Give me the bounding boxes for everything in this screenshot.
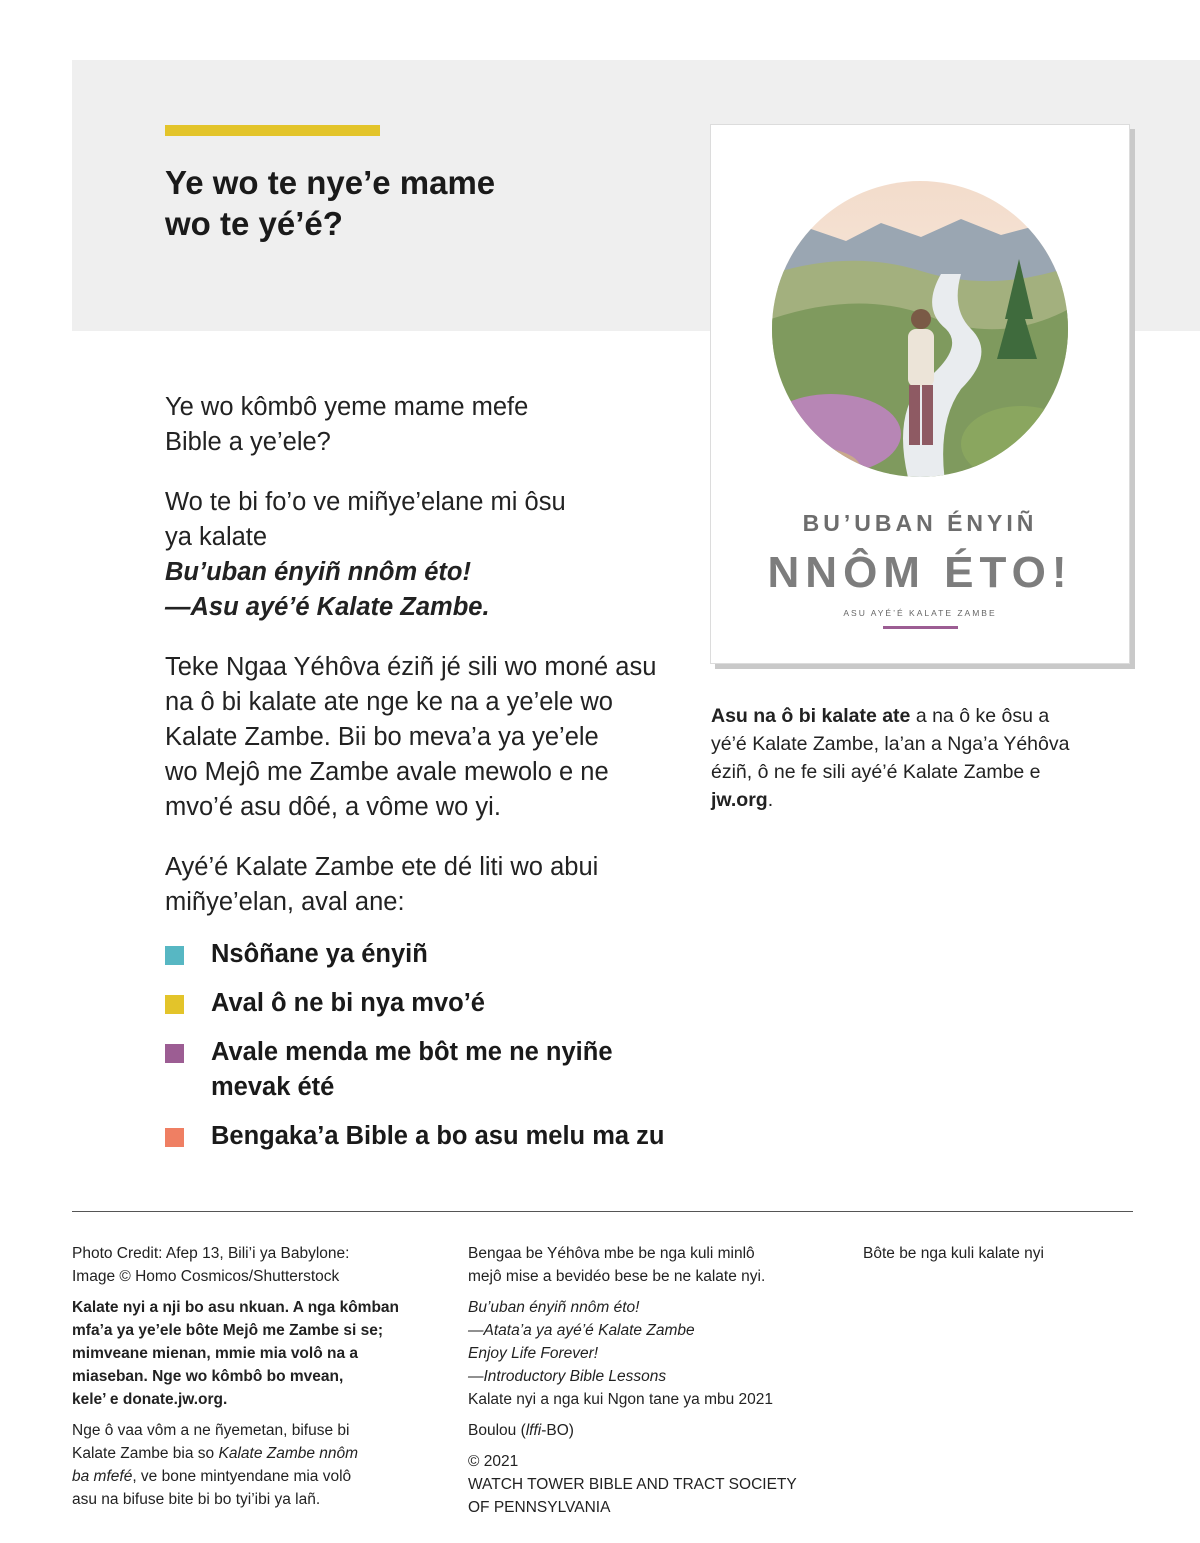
footer-column-2 [468, 1242, 848, 1527]
text-fragment: -BO) [541, 1422, 574, 1439]
text-line: Kalate nyi a nga kui Ngon tane ya mbu 2021 [468, 1391, 774, 1408]
book-subtitle: —Asu ayé’é Kalate Zambe. [165, 593, 490, 621]
text-line: —Introductory Bible Lessons [468, 1368, 667, 1385]
text-line: OF PENNSYLVANIA [468, 1499, 611, 1516]
printing-note [468, 1388, 848, 1411]
text-line [711, 702, 1141, 730]
language-code [468, 1419, 848, 1442]
text-fragment: ya kalate [165, 523, 268, 551]
text-line: Wo te bi fo’o ve miñye’elane mi ôsu [165, 488, 566, 516]
copyright [468, 1450, 848, 1519]
text-line: éziñ, ô ne fe sili ayé’é Kalate Zambe e [711, 761, 1041, 783]
explanation-paragraph [165, 650, 695, 825]
feature-item [165, 937, 725, 972]
jw-org-link[interactable]: jw.org [711, 789, 768, 811]
text-fragment: Kalate Zambe bia so [72, 1445, 219, 1462]
text-line: Image © Homo Cosmicos/Shutterstock [72, 1268, 340, 1285]
feature-item [165, 1119, 725, 1154]
landscape-illustration-icon [771, 179, 1069, 489]
publisher-note [468, 1242, 848, 1288]
text-line: asu na bifuse bite bi bo tyi’ibi ya lañ. [72, 1491, 321, 1508]
page-title-line: wo te yé’é? [165, 205, 343, 242]
text-line [711, 786, 1141, 814]
bible-title: Kalate Zambe nnôm [218, 1445, 359, 1462]
yellow-square-bullet-icon [165, 995, 184, 1014]
text-line [72, 1465, 442, 1488]
cover-caption [711, 702, 1141, 814]
coral-square-bullet-icon [165, 1128, 184, 1147]
bible-title: ba mfefé [72, 1468, 133, 1485]
text-line: miñye’elan, aval ane: [165, 888, 405, 916]
book-cover [710, 124, 1130, 664]
translation-note [72, 1419, 442, 1511]
text-line: mejô mise a bevidéo bese be ne kalate nyi. [468, 1268, 766, 1285]
text-line: mimveane mienan, mmie mia volô na a [72, 1345, 359, 1362]
text-line: yé’é Kalate Zambe, la’an a Nga’a Yéhôva [711, 733, 1070, 755]
text-line: © 2021 [468, 1453, 519, 1470]
text-fragment: , ve bone mintyendane mia volô [132, 1468, 352, 1485]
text-line: Ayé’é Kalate Zambe ete dé liti wo abui [165, 853, 599, 881]
printer-note: Bôte be nga kuli kalate nyi [863, 1245, 1044, 1262]
cover-title-main: NNÔM ÉTO! [767, 548, 1073, 597]
feature-text: mevak été [211, 1073, 335, 1101]
text-line: Bengaa be Yéhôva mbe be nga kuli minlô [468, 1245, 755, 1262]
cover-accent-line [883, 626, 958, 629]
feature-text: Bengaka’a Bible a bo asu melu ma zu [211, 1122, 665, 1150]
footer-divider [72, 1211, 1133, 1212]
caption-lead: Asu na ô bi kalate ate [711, 705, 911, 727]
text-line: Kalate Zambe. Bii bo meva’a ya ye’ele [165, 723, 599, 751]
photo-credit [72, 1242, 442, 1288]
feature-text: Nsôñane ya ényiñ [211, 940, 428, 968]
feature-text: Aval ô ne bi nya mvo’é [211, 989, 485, 1017]
text-fragment: . [767, 789, 774, 811]
text-line: Kalate nyi a nji bo asu nkuan. A nga kômban [72, 1299, 399, 1316]
text-line: miaseban. Nge wo kômbô bo mvean, [72, 1368, 344, 1385]
feature-list [165, 937, 725, 1168]
text-line [468, 1419, 848, 1442]
publication-titles [468, 1296, 848, 1388]
cover-subtitle: ASU AYÉ’É KALATE ZAMBE [843, 608, 997, 618]
feature-text: Avale menda me bôt me ne nyiñe [211, 1038, 613, 1066]
text-line: mvo’é asu dôé, a vôme wo yi. [165, 793, 501, 821]
purple-square-bullet-icon [165, 1044, 184, 1063]
text-line: —Atata’a ya ayé’é Kalate Zambe [468, 1322, 695, 1339]
text-line: Bu’uban ényiñ nnôm éto! [468, 1299, 640, 1316]
donation-note [72, 1296, 442, 1411]
body-text [165, 390, 695, 945]
text-line: Photo Credit: Afep 13, Bili’i ya Babylone: [72, 1245, 350, 1262]
title-accent-bar [165, 125, 380, 136]
text-line: WATCH TOWER BIBLE AND TRACT SOCIETY [468, 1476, 797, 1493]
text-fragment: a na ô ke ôsu a [910, 705, 1050, 727]
page-title-line: Ye wo te nye’e mame [165, 164, 496, 201]
text-fragment: Boulou ( [468, 1422, 526, 1439]
offer-paragraph [165, 485, 695, 625]
text-line: Enjoy Life Forever! [468, 1345, 599, 1362]
text-line: Nge ô vaa vôm a ne ñyemetan, bifuse bi [72, 1422, 350, 1439]
text-line: Teke Ngaa Yéhôva éziñ jé sili wo moné asu [165, 653, 657, 681]
teal-square-bullet-icon [165, 946, 184, 965]
features-intro-paragraph [165, 850, 695, 920]
text-line: Bible a ye’ele? [165, 428, 331, 456]
text-line [165, 520, 695, 590]
feature-item [165, 986, 725, 1021]
text-line: Ye wo kômbô yeme mame mefe [165, 393, 529, 421]
intro-paragraph [165, 390, 695, 460]
footer-column-1 [72, 1242, 442, 1519]
text-line: wo Mejô me Zambe avale mewolo e ne [165, 758, 609, 786]
text-line: na ô bi kalate ate nge ke na a ye’ele wo [165, 688, 613, 716]
feature-item [165, 1035, 725, 1105]
page-title [165, 162, 645, 244]
text-line [72, 1442, 442, 1465]
text-line: kele’ e donate.jw.org. [72, 1391, 228, 1408]
book-title: Bu’uban ényiñ nnôm éto! [165, 558, 471, 586]
footer-column-3 [863, 1242, 1133, 1273]
text-fragment: lffi [525, 1422, 542, 1439]
text-line: mfa’a ya ye’ele bôte Mejô me Zambe si se; [72, 1322, 383, 1339]
cover-title-top: BU’UBAN ÉNYIÑ [802, 510, 1038, 536]
